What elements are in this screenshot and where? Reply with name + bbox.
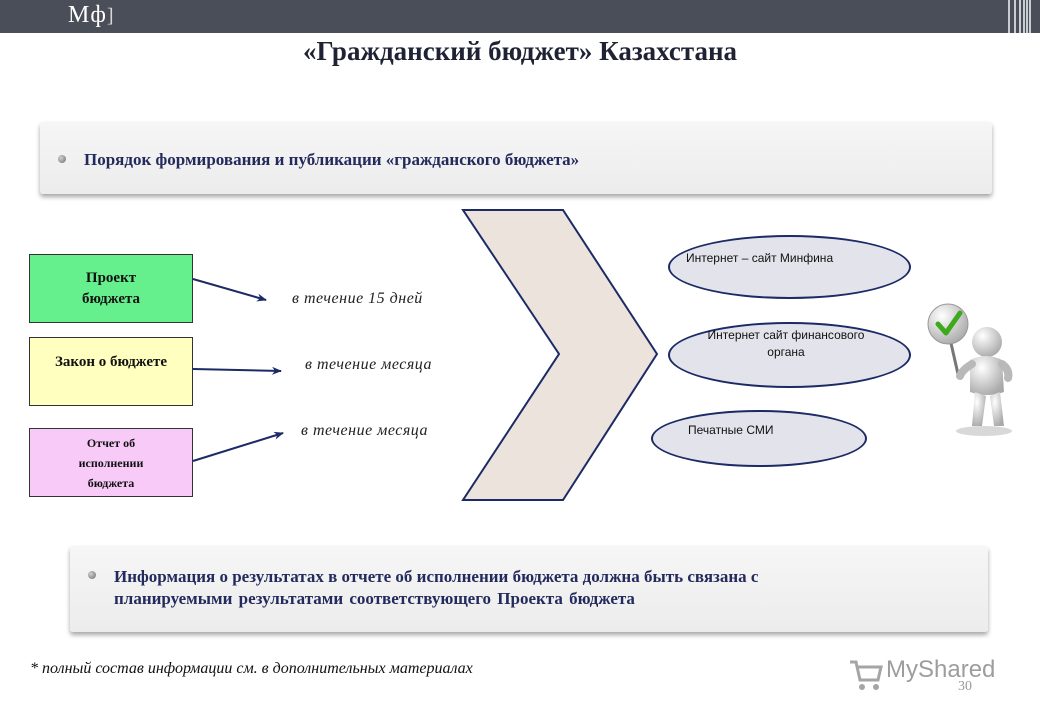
bottom-panel-line1: Информация о результатах в отчете об исполнении бюджета должна быть связана с — [114, 567, 759, 586]
chevron-shape — [463, 210, 657, 500]
doc-label-budget-law: Закон о бюджете — [54, 354, 168, 370]
period-budget-law: в течение месяца — [305, 356, 432, 373]
top-panel-text: Порядок формирования и публикации «гражданского бюджета» — [84, 150, 580, 169]
arrow-budget-law — [193, 369, 281, 371]
arrow-budget-report — [193, 433, 283, 461]
bullet-icon — [88, 571, 96, 579]
logo-text: Мф — [68, 2, 107, 28]
period-budget-draft: в течение 15 дней — [292, 290, 423, 307]
channel-label-print-media: Печатные СМИ — [688, 423, 774, 437]
period-budget-report: в течение месяца — [301, 422, 428, 439]
bottom-panel-line2: планируемыми результатами соответствующего Проекта бюджета — [114, 589, 635, 608]
channel-minfin-site — [668, 235, 911, 299]
footnote: * полный состав информации см. в дополнительных материалах — [30, 660, 473, 677]
doc-label-budget-draft: Проект бюджета — [81, 269, 141, 307]
channel-finance-organ-site — [668, 322, 911, 388]
channel-label-minfin-site: Интернет – сайт Минфина — [686, 251, 834, 265]
watermark — [886, 656, 995, 684]
cart-icon — [847, 658, 883, 692]
bottom-info-panel — [70, 546, 988, 632]
arrow-budget-draft — [193, 279, 266, 300]
doc-label-budget-report: Отчет об исполнении бюджета — [78, 435, 144, 490]
watermark-text: MyShared — [886, 656, 996, 683]
channel-label-finance-organ-site: Интернет сайт финансового органа — [707, 328, 865, 359]
person-with-checkmark-icon — [918, 300, 1028, 440]
page-title: «Гражданский бюджет» Казахстана — [302, 36, 738, 66]
page-number: 30 — [958, 679, 972, 694]
logo-bracket: ] — [106, 5, 115, 27]
channel-print-media — [651, 410, 867, 467]
